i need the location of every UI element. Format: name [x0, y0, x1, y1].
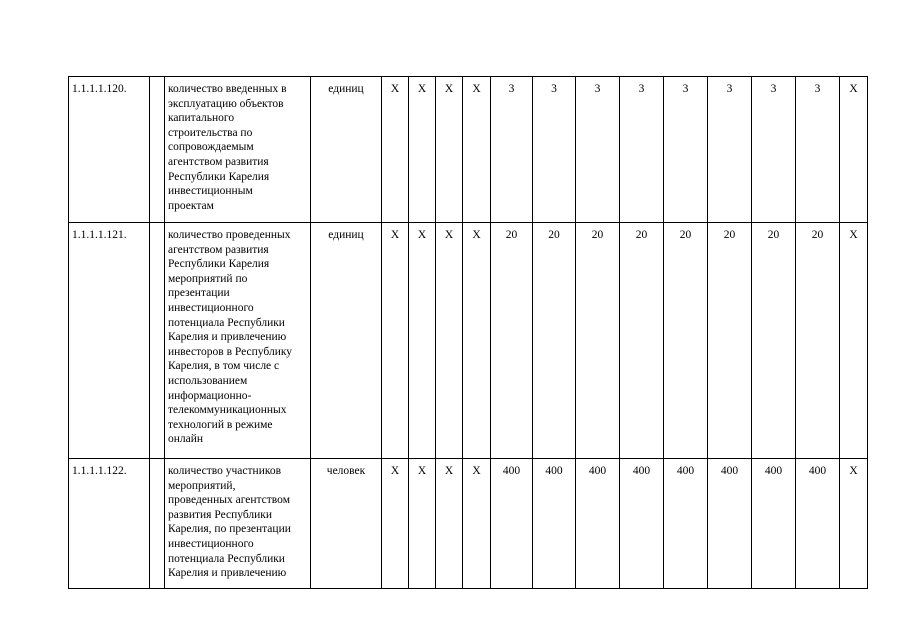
description-line: количество введенных в — [168, 83, 287, 95]
row-value-cell: Х — [840, 77, 868, 223]
description-line: презентации — [168, 287, 230, 300]
row-value-cell: 3 — [533, 77, 576, 223]
row-value-cell: Х — [840, 223, 868, 459]
description-line: сопровождаемым — [168, 141, 254, 154]
description-line: мероприятий, — [168, 479, 236, 492]
row-value-cell: 3 — [796, 77, 840, 223]
table-row — [69, 459, 868, 589]
description-line: эксплуатацию объектов — [168, 97, 284, 110]
description-line: Карелия, в том числе с — [168, 360, 280, 373]
row-value-cell: Х — [840, 459, 868, 589]
description-line: Карелия, по презентации — [168, 523, 291, 536]
row-code: 1.1.1.1.120. — [69, 77, 150, 223]
description-line: потенциала Республики — [168, 552, 285, 565]
table-row — [69, 223, 868, 459]
description-line: инвестиционного — [168, 537, 254, 550]
table-body — [69, 77, 868, 589]
row-description — [165, 223, 311, 459]
row-code: 1.1.1.1.122. — [69, 459, 150, 589]
indicators-table — [68, 76, 868, 589]
description-line: телекоммуникационных — [168, 404, 287, 417]
row-code: 1.1.1.1.121. — [69, 223, 150, 459]
row-empty-cell — [150, 223, 165, 459]
description-line: количество участников — [168, 465, 282, 477]
row-unit: единиц — [311, 77, 382, 223]
description-line: технологий в режиме — [168, 418, 273, 431]
description-line: использованием — [168, 374, 248, 387]
row-value-cell: 20 — [752, 223, 796, 459]
row-value-cell: 20 — [620, 223, 664, 459]
row-empty-cell — [150, 459, 165, 589]
description-line: инвестиционного — [168, 301, 254, 314]
row-value-cell: Х — [463, 459, 491, 589]
description-line: развития Республики — [168, 508, 273, 521]
description-line: онлайн — [168, 433, 204, 446]
description-line: капитального — [168, 112, 235, 125]
description-line: агентством развития — [168, 243, 269, 256]
row-value-cell: 400 — [796, 459, 840, 589]
row-value-cell: 3 — [664, 77, 708, 223]
row-value-cell: Х — [382, 223, 409, 459]
row-value-cell: 3 — [708, 77, 752, 223]
row-value-cell: Х — [436, 223, 463, 459]
row-value-cell: 3 — [576, 77, 620, 223]
row-value-cell: Х — [382, 77, 409, 223]
row-value-cell: 20 — [708, 223, 752, 459]
row-value-cell: 400 — [708, 459, 752, 589]
row-value-cell: Х — [409, 77, 436, 223]
row-value-cell: Х — [409, 223, 436, 459]
row-value-cell: 400 — [620, 459, 664, 589]
row-value-cell: Х — [463, 77, 491, 223]
description-line: Карелия и привлечению — [168, 331, 287, 344]
description-line: количество проведенных — [168, 229, 291, 241]
row-value-cell: 400 — [664, 459, 708, 589]
row-value-cell: 400 — [752, 459, 796, 589]
description-line: Карелия и привлечению — [168, 567, 287, 580]
row-value-cell: 20 — [491, 223, 533, 459]
row-value-cell: Х — [436, 459, 463, 589]
row-description — [165, 77, 311, 223]
row-unit: единиц — [311, 223, 382, 459]
row-value-cell: 400 — [576, 459, 620, 589]
description-line: проведенных агентством — [168, 494, 290, 507]
row-value-cell: 400 — [533, 459, 576, 589]
row-value-cell: 3 — [752, 77, 796, 223]
description-line: потенциала Республики — [168, 316, 285, 329]
description-line: строительства по — [168, 126, 253, 139]
row-value-cell: 20 — [796, 223, 840, 459]
description-line: Республики Карелия — [168, 258, 270, 271]
row-unit: человек — [311, 459, 382, 589]
row-value-cell: 20 — [664, 223, 708, 459]
row-value-cell: Х — [463, 223, 491, 459]
row-value-cell: 20 — [576, 223, 620, 459]
row-value-cell: 3 — [620, 77, 664, 223]
row-description — [165, 459, 311, 589]
row-value-cell: 20 — [533, 223, 576, 459]
description-line: информационно- — [168, 389, 252, 402]
row-value-cell: 400 — [491, 459, 533, 589]
description-line: инвестиционным — [168, 185, 253, 198]
row-value-cell: Х — [436, 77, 463, 223]
description-line: агентством развития — [168, 155, 269, 168]
row-value-cell: Х — [382, 459, 409, 589]
description-line: инвесторов в Республику — [168, 345, 293, 358]
table-row — [69, 77, 868, 223]
row-empty-cell — [150, 77, 165, 223]
description-line: проектам — [168, 199, 214, 212]
row-value-cell: Х — [409, 459, 436, 589]
row-value-cell: 3 — [491, 77, 533, 223]
description-line: Республики Карелия — [168, 170, 270, 183]
description-line: мероприятий по — [168, 272, 248, 285]
